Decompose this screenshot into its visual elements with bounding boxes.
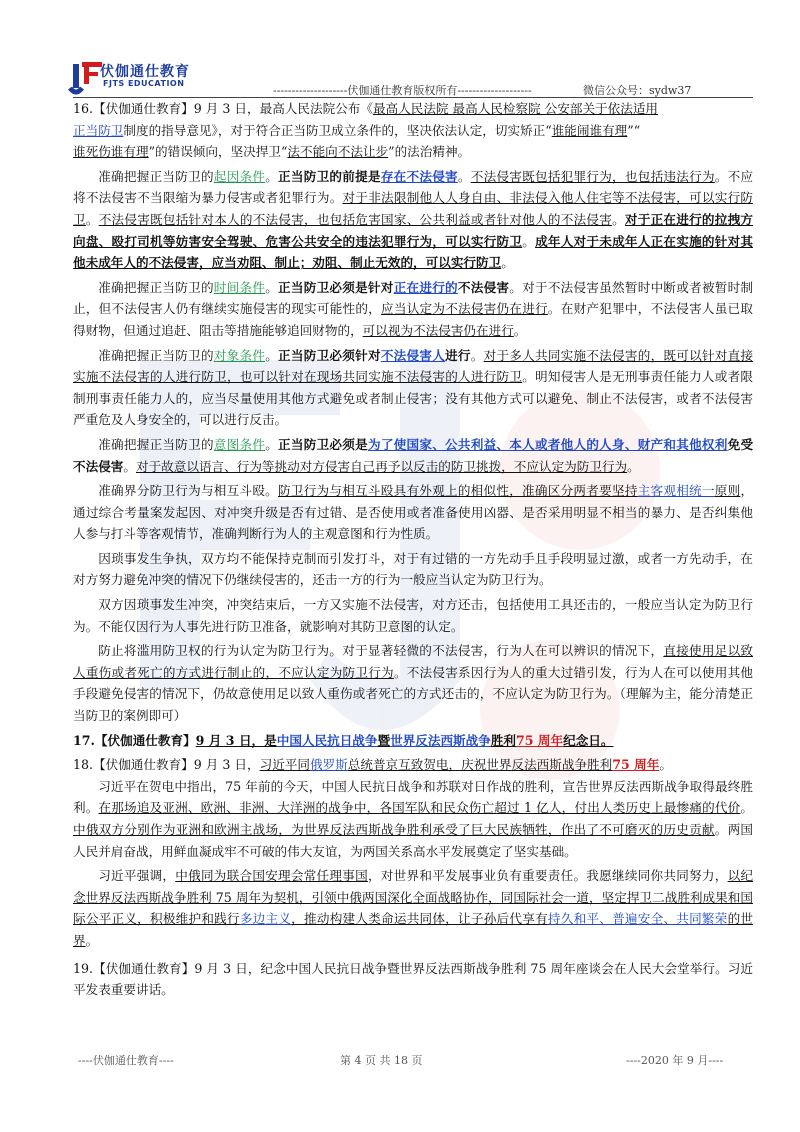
brand-name-en: FJTS EDUCATION bbox=[103, 79, 185, 88]
wechat-account: 微信公众号：sydw37 bbox=[583, 84, 692, 97]
document-body bbox=[73, 98, 753, 1001]
paragraph-qufen: 准确界分防卫行为与相互斗殴。防卫行为与相互斗殴具有外观上的相似性，准确区分两者要坚持主客观相统一原则，通过综合考量案发起因、对冲突升级是否有过错、是否使用或者准备使用凶器、是否采用明显不相当的暴力、是否纠集他人参与打斗等客观情节，准确判断行为人的主观意图和行为性质。 bbox=[73, 483, 754, 542]
paragraph-suoshi: 因琐事发生争执，双方均不能保持克制而引发打斗，对于有过错的一方先动手且手段明显过激，或者一方先动手，在对方努力避免冲突的情况下仍继续侵害的，还击一方的行为一般应当认定为防卫行为。 bbox=[73, 550, 753, 588]
footer-date: ----2020 年 9 月---- bbox=[626, 1054, 724, 1067]
brand-name: 伏伽通仕教育 bbox=[100, 64, 190, 80]
paragraph-yitu: 准确把握正当防卫的意图条件。正当防卫必须是为了使国家、公共利益、本人或者他人的人身、财产和其他权利免受不法侵害。对于故意以语言、行为等挑动对方侵害自己再予以反击的防卫挑拨，不应认定为防卫行为。 bbox=[73, 436, 754, 474]
paragraph-duixiang: 准确把握正当防卫的对象条件。正当防卫必须针对不法侵害人进行。对于多人共同实施不法侵害的，既可以针对直接实施不法侵害的人进行防卫，也可以针对在现场共同实施不法侵害的人进行防卫。明知侵害人是无刑事责任能力人或者限制刑事责任能力人的，应当尽量使用其他方式避免或者制止侵害；没有其他方式可以避免、制止不法侵害，或者不法侵害严重危及人身安全的，可以进行反击。 bbox=[73, 347, 754, 428]
paragraph-lanyong: 防止将滥用防卫权的行为认定为防卫行为。对于显著轻微的不法侵害，行为人在可以辨识的情况下，直接使用足以致人重伤或者死亡的方式进行制止的，不应认定为防卫行为。不法侵害系因行为人的重大过错引发，行为人在可以使用其他手段避免侵害的情况下，仍故意使用足以致人重伤或者死亡的方式还击的，不应认定为防卫行为。（理解为主，能分清楚正当防卫的案例即可） bbox=[73, 643, 754, 724]
copyright-line: --------------------伏伽通仕教育版权所有-------------------- bbox=[273, 84, 532, 97]
paragraph-shuangfang: 双方因琐事发生冲突，冲突结束后，一方又实施不法侵害，对方还击，包括使用工具还击的，一般应当认定为防卫行为。不能仅因行为人事先进行防卫准备，就影响对其防卫意图的认定。 bbox=[73, 597, 753, 634]
footer-brand: ----伏伽通仕教育---- bbox=[78, 1054, 174, 1067]
question-16: 16.【伏伽通仕教育】9 月 3 日，最高人民法院公布《最高人民法院 最高人民检察院 公安部关于依法适用 正当防卫制度的指导意见》，对于符合正当防卫成立条件的，坚决依法认定，切实矫正“谁能闹谁有理”“ 谁死伤谁有理”的错误倾向，坚决捍卫“法不能向不法让步”的法治精神。 bbox=[73, 101, 659, 160]
question-17: 17.【伏伽通仕教育】9 月 3 日，是中国人民抗日战争暨世界反法西斯战争胜利75 周年纪念日。 bbox=[73, 732, 614, 748]
question-18: 18.【伏伽通仕教育】9 月 3 日，习近平同俄罗斯总统普京互致贺电，庆祝世界反法西斯战争胜利75 周年。 bbox=[73, 757, 672, 773]
paragraph-shijian: 准确把握正当防卫的时间条件。正当防卫必须是针对正在进行的不法侵害。对于不法侵害虽然暂时中断或者被暂时制止，但不法侵害人仍有继续实施侵害的现实可能性的，应当认定为不法侵害仍在进行。在财产犯罪中，不法侵害人虽已取得财物，但通过追赶、阻击等措施能够追回财物的，可以视为不法侵害仍在进行。 bbox=[73, 279, 754, 338]
question-19: 19.【伏伽通仕教育】9 月 3 日，纪念中国人民抗日战争暨世界反法西斯战争胜利 75 周年座谈会在人民大会堂举行。习近平发表重要讲话。 bbox=[73, 960, 753, 998]
page-header bbox=[0, 0, 800, 97]
paragraph-qiyin: 准确把握正当防卫的起因条件。正当防卫的前提是存在不法侵害。不法侵害既包括犯罪行为，也包括违法行为。不应将不法侵害不当限缩为暴力侵害或者犯罪行为。对于非法限制他人人身自由、非法侵入他人住宅等不法侵害，可以实行防卫。不法侵害既包括针对本人的不法侵害，也包括危害国家、公共利益或者针对他人的不法侵害。对于正在进行的拉拽方向盘、殴打司机等妨害安全驾驶、危害公共安全的违法犯罪行为，可以实行防卫。成年人对于未成年人正在实施的针对其他未成年人的不法侵害，应当劝阻、制止；劝阻、制止无效的，可以实行防卫。 bbox=[73, 168, 754, 271]
question-18-paragraph-2: 习近平强调，中俄同为联合国安理会常任理事国，对世界和平发展事业负有重要责任。我愿继续同你共同努力，以纪念世界反法西斯战争胜利 75 周年为契机，引领中俄两国深化全面战略协作，同国际社会一道，坚定捍卫二战胜利成果和国际公平正义，积极维护和践行多边主义，推动构建人类命运共同体，让子孙后代享有持久和平、普遍安全、共同繁荣的世界。 bbox=[73, 868, 754, 948]
question-18-paragraph-1: 习近平在贺电中指出，75 年前的今天，中国人民抗日战争和苏联对日作战的胜利，宣告世界反法西斯战争取得最终胜利。在那场追及亚洲、欧洲、非洲、大洋洲的战争中，各国军队和民众伤亡超过 1 亿人，付出人类历史上最惨痛的代价。中俄双方分别作为亚洲和欧洲主战场，为世界反法西斯战争胜利承受了巨大民族牺牲，作出了不可磨灭的历史贡献。两国人民并肩奋战，用鲜血凝成牢不可破的伟大友谊，为两国关系高水平发展奠定了坚实基础。 bbox=[73, 778, 754, 859]
page-number: 第 4 页 共 18 页 bbox=[340, 1054, 423, 1067]
